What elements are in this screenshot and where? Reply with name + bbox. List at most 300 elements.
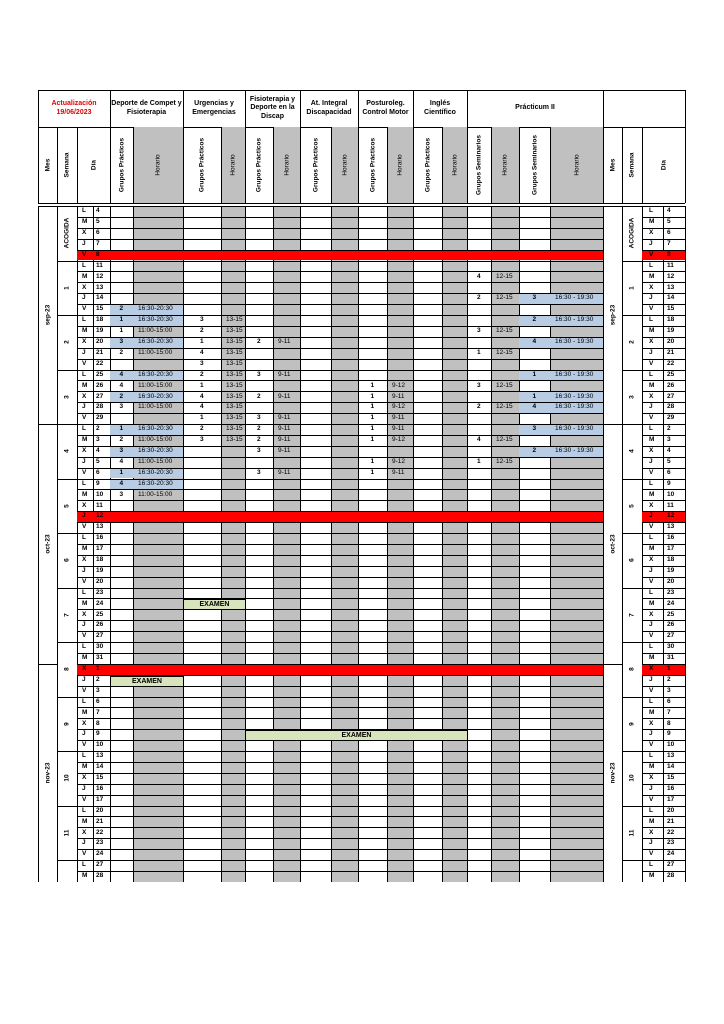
- day-number: 24: [667, 850, 675, 858]
- day-letter: L: [82, 588, 86, 596]
- day-number: 25: [96, 610, 104, 618]
- group-number: 2: [119, 305, 124, 313]
- group-number: 3: [119, 403, 124, 411]
- grid-hline: [77, 533, 603, 534]
- day-number: 26: [667, 621, 675, 629]
- day-letter: X: [82, 229, 87, 236]
- group-number: 4: [119, 370, 124, 378]
- session-time: 16:30-20:30: [138, 479, 173, 487]
- group-number: 3: [257, 447, 261, 454]
- day-letter: V: [82, 359, 87, 367]
- day-number: 29: [96, 414, 104, 422]
- col-divider: [133, 127, 134, 203]
- day-number: 4: [667, 447, 671, 454]
- day-letter: X: [649, 719, 654, 727]
- subject-header-fisio-discap: Fisioterapia y Deporte en la Discap: [249, 96, 296, 120]
- day-letter: M: [649, 872, 655, 880]
- week-label: 4: [628, 449, 636, 454]
- day-letter: X: [649, 556, 654, 563]
- day-letter: X: [649, 447, 654, 454]
- day-letter: L: [649, 425, 653, 433]
- day-number: 25: [667, 370, 675, 378]
- session-time: 9-11: [278, 370, 291, 378]
- subject-header-at-integral: At. Integral Discapacidad: [306, 100, 352, 116]
- day-number: 23: [96, 839, 104, 847]
- grid-hline: [77, 642, 603, 643]
- group-number: 1: [477, 457, 481, 465]
- day-letter: J: [82, 348, 86, 356]
- day-letter: L: [649, 643, 653, 651]
- day-number: 19: [667, 566, 675, 574]
- day-number: 3: [667, 686, 671, 694]
- day-number: 8: [667, 250, 671, 258]
- grid-hline: [77, 620, 603, 621]
- grid-hline: [77, 816, 603, 817]
- day-letter: V: [82, 850, 87, 858]
- day-number: 18: [96, 316, 104, 324]
- day-letter: L: [649, 752, 653, 760]
- week-border: [57, 642, 77, 643]
- day-letter: V: [82, 741, 87, 749]
- day-number: 24: [96, 850, 104, 858]
- day-letter: M: [82, 381, 88, 389]
- day-number: 23: [96, 588, 104, 596]
- day-letter: X: [82, 392, 87, 400]
- grid-vline: [603, 206, 604, 882]
- group-number: 1: [370, 436, 375, 444]
- session-time: 9-11: [392, 392, 405, 400]
- day-number: 6: [96, 697, 100, 705]
- session-time: 12-15: [496, 327, 513, 335]
- week-label: 11: [63, 829, 71, 837]
- day-number: 11: [667, 501, 674, 509]
- col-header-pc_h: Horario: [396, 154, 404, 176]
- col-divider: [622, 127, 623, 203]
- week-label: 6: [628, 558, 636, 563]
- day-number: 24: [667, 599, 675, 607]
- day-letter: J: [649, 566, 653, 574]
- day-letter: M: [82, 654, 88, 662]
- day-number: 5: [96, 218, 100, 226]
- week-label: 1: [63, 285, 71, 290]
- col-header-p2_h: Horario: [573, 154, 580, 176]
- day-letter: V: [649, 686, 654, 694]
- day-letter: M: [649, 763, 655, 771]
- session-time: 16:30 - 19:30: [555, 425, 594, 433]
- day-letter: L: [82, 207, 86, 215]
- day-number: 16: [96, 534, 104, 542]
- day-number: 20: [96, 806, 104, 814]
- group-number: 4: [477, 272, 481, 280]
- day-letter: L: [82, 261, 86, 269]
- day-number: 23: [667, 588, 675, 596]
- day-letter: J: [82, 239, 86, 247]
- day-number: 1: [667, 665, 671, 672]
- grid-hline: [77, 282, 603, 283]
- grid-hline: [77, 718, 603, 719]
- grid-hline: [77, 751, 603, 752]
- group-number: 3: [477, 381, 481, 389]
- group-number: 1: [200, 381, 204, 389]
- day-letter: V: [649, 523, 654, 531]
- month-border: [38, 206, 57, 207]
- month-border: [38, 664, 57, 665]
- day-number: 13: [96, 523, 104, 531]
- week-border: [622, 806, 642, 807]
- day-letter: V: [82, 523, 87, 531]
- day-number: 17: [96, 545, 104, 553]
- month-border: [603, 424, 622, 425]
- day-number: 24: [96, 599, 104, 607]
- group-number: 2: [532, 316, 537, 324]
- day-letter: X: [82, 665, 87, 672]
- col-header-p1_h: Horario: [501, 154, 509, 176]
- day-number: 10: [96, 490, 104, 498]
- group-number: 2: [200, 425, 204, 433]
- session-time: 13-15: [226, 392, 243, 400]
- day-number: 13: [96, 283, 104, 291]
- day-letter: X: [649, 392, 654, 400]
- day-letter: L: [649, 370, 653, 378]
- day-letter: L: [82, 370, 86, 378]
- day-letter: V: [649, 741, 654, 749]
- day-number: 4: [667, 207, 671, 215]
- exam-marker: EXAMEN: [183, 599, 246, 610]
- day-letter: X: [82, 338, 87, 345]
- update-date: 19/06/2023: [56, 108, 92, 116]
- day-number: 20: [667, 577, 675, 585]
- grid-hline: [77, 271, 603, 272]
- grid-hline: [77, 413, 603, 414]
- day-number: 31: [96, 654, 104, 662]
- week-border: [57, 588, 77, 589]
- session-time: 16:30-20:30: [138, 305, 173, 313]
- day-number: 12: [96, 512, 104, 520]
- day-letter: M: [82, 872, 88, 880]
- day-letter: L: [649, 697, 653, 705]
- day-letter: V: [82, 686, 87, 694]
- col-divider: [519, 127, 520, 203]
- session-time: 13-15: [226, 370, 243, 378]
- col-header-at_g: Grupos Prácticos: [312, 137, 319, 193]
- session-time: 16:30 - 19:30: [555, 370, 594, 378]
- session-time: 11:00-15:00: [138, 403, 173, 411]
- day-letter: J: [82, 566, 86, 574]
- session-time: 11:00-15:00: [138, 348, 173, 356]
- week-border: [57, 370, 77, 371]
- group-number: 4: [532, 338, 537, 345]
- session-time: 9-12: [392, 457, 406, 465]
- session-time: 16:30-20:30: [138, 316, 173, 324]
- day-letter: V: [82, 468, 87, 476]
- col-divider: [358, 127, 359, 203]
- day-number: 4: [96, 447, 100, 454]
- grid-hline: [77, 707, 603, 708]
- day-number: 5: [667, 457, 671, 465]
- day-number: 18: [667, 316, 675, 324]
- day-number: 11: [96, 501, 103, 509]
- subject-header-posturoleg: Posturoleg. Control Motor: [362, 100, 409, 116]
- day-letter: L: [649, 207, 653, 215]
- week-border: [622, 697, 642, 698]
- col-header-dc_h: Horario: [154, 154, 162, 176]
- week-border: [622, 642, 642, 643]
- session-time: 13-15: [226, 359, 243, 367]
- day-number: 18: [667, 556, 675, 563]
- day-number: 7: [96, 239, 100, 247]
- subject-header-ingles: Inglés Científico: [424, 100, 456, 116]
- col-divider: [221, 127, 222, 203]
- day-number: 9: [667, 730, 671, 738]
- group-number: 1: [370, 403, 375, 411]
- group-number: 4: [119, 457, 124, 465]
- group-number: 4: [200, 348, 204, 356]
- session-time: 11:00-15:00: [138, 457, 173, 465]
- group-number: 4: [200, 403, 204, 411]
- group-number: 1: [370, 425, 375, 433]
- day-letter: V: [649, 577, 654, 585]
- week-border: [622, 860, 642, 861]
- day-letter: V: [649, 632, 654, 640]
- month-border: [603, 206, 622, 207]
- col-header-p1_g: Grupos Seminarios: [475, 135, 483, 195]
- day-number: 6: [667, 697, 671, 705]
- day-number: 7: [667, 239, 671, 247]
- day-number: 26: [96, 381, 104, 389]
- day-number: 17: [96, 795, 104, 803]
- day-letter: J: [649, 621, 653, 629]
- day-number: 25: [96, 370, 104, 378]
- day-number: 21: [667, 348, 675, 356]
- group-number: 1: [119, 468, 124, 476]
- grid-hline: [77, 849, 603, 850]
- day-letter: M: [82, 490, 88, 498]
- day-number: 7: [96, 708, 100, 716]
- day-number: 4: [96, 207, 100, 215]
- session-time: 12-15: [496, 381, 513, 389]
- grid-hline: [77, 217, 603, 218]
- day-letter: V: [82, 577, 87, 585]
- day-number: 14: [667, 294, 675, 302]
- col-header-ur_g: Grupos Prácticos: [198, 137, 206, 193]
- month-border: [38, 424, 57, 425]
- day-letter: L: [649, 479, 653, 487]
- group-number: 3: [119, 338, 124, 345]
- col-divider: [77, 127, 78, 203]
- group-number: 4: [477, 436, 481, 444]
- day-letter: X: [82, 774, 87, 781]
- col-header-dc_g: Grupos Prácticos: [118, 137, 125, 193]
- col-header-mes: Mes: [44, 158, 51, 172]
- col-divider: [57, 127, 58, 203]
- col-divider: [273, 127, 274, 203]
- session-time: 16:30 - 19:30: [555, 294, 594, 302]
- day-letter: L: [649, 806, 653, 814]
- day-letter: M: [82, 327, 88, 335]
- update-title: Actualización: [51, 100, 97, 108]
- day-letter: L: [649, 316, 653, 324]
- day-letter: L: [82, 479, 86, 487]
- holiday-row-bar: [77, 251, 603, 261]
- group-number: 2: [119, 348, 124, 356]
- day-number: 27: [667, 861, 675, 869]
- day-number: 28: [96, 872, 104, 880]
- day-number: 21: [96, 348, 104, 356]
- grid-hline: [77, 261, 603, 262]
- grid-hline: [77, 500, 603, 501]
- session-time: 12-15: [496, 457, 513, 465]
- session-time: 13-15: [226, 403, 243, 411]
- day-letter: L: [82, 643, 86, 651]
- day-number: 8: [667, 719, 671, 727]
- session-time: 9-11: [278, 392, 291, 400]
- session-time: 9-11: [278, 468, 291, 476]
- col-header-at_h: Horario: [341, 154, 348, 176]
- session-time: 13-15: [226, 381, 243, 389]
- week-label: 9: [628, 721, 636, 726]
- group-number: 3: [257, 414, 261, 422]
- day-letter: M: [649, 381, 655, 389]
- day-number: 3: [667, 436, 671, 444]
- month-label: sep-23: [44, 304, 51, 326]
- day-number: 13: [667, 752, 675, 760]
- day-number: 2: [667, 425, 671, 433]
- day-letter: J: [82, 621, 86, 629]
- week-label: 4: [63, 449, 71, 454]
- day-number: 25: [667, 610, 675, 618]
- session-time: 16:30 - 19:30: [555, 447, 594, 454]
- grid-hline: [77, 206, 603, 207]
- session-time: 9-11: [392, 468, 405, 476]
- day-letter: M: [82, 599, 88, 607]
- month-label: nov-23: [609, 762, 616, 784]
- grid-vline: [685, 206, 686, 882]
- day-letter: J: [82, 730, 86, 738]
- day-number: 6: [667, 229, 671, 236]
- day-letter: J: [649, 239, 653, 247]
- grid-hline: [77, 871, 603, 872]
- group-number: 1: [370, 468, 375, 476]
- week-border: [622, 206, 642, 207]
- day-number: 27: [667, 632, 675, 640]
- col-divider: [300, 127, 301, 203]
- group-number: 2: [200, 370, 204, 378]
- session-time: 11:00-15:00: [138, 381, 173, 389]
- day-number: 2: [667, 675, 671, 683]
- group-number: 2: [257, 392, 261, 400]
- day-letter: V: [649, 850, 654, 858]
- col-divider: [245, 127, 246, 203]
- day-number: 18: [96, 556, 104, 563]
- group-number: 4: [119, 479, 124, 487]
- session-time: 16:30-20:30: [138, 370, 173, 378]
- session-time: 9-11: [278, 447, 291, 454]
- day-number: 31: [667, 654, 675, 662]
- day-number: 22: [667, 359, 675, 367]
- subject-divider: [685, 90, 686, 203]
- grid-hline: [77, 827, 603, 828]
- day-letter: M: [82, 817, 88, 825]
- grid-hline: [77, 653, 603, 654]
- day-number: 11: [96, 261, 103, 269]
- session-time: 12-15: [496, 403, 513, 411]
- col-header-dl: Día: [90, 159, 97, 171]
- day-letter: M: [82, 436, 88, 444]
- day-number: 15: [96, 774, 104, 781]
- col-divider: [387, 127, 388, 203]
- grid-hline: [77, 359, 603, 360]
- session-time: 13-15: [226, 316, 243, 324]
- group-number: 2: [257, 436, 261, 444]
- group-number: 3: [477, 327, 481, 335]
- session-time: 13-15: [226, 414, 243, 422]
- grid-hline: [77, 762, 603, 763]
- day-letter: L: [82, 534, 86, 542]
- day-letter: J: [82, 675, 86, 683]
- holiday-row-bar: [77, 665, 603, 675]
- subject-header-urgencias: Urgencias y Emergencias: [192, 100, 236, 116]
- day-letter: V: [649, 359, 654, 367]
- week-label: 7: [628, 612, 636, 617]
- col-divider: [413, 127, 414, 203]
- day-number: 28: [96, 403, 104, 411]
- day-number: 22: [667, 828, 675, 836]
- day-letter: J: [82, 784, 86, 792]
- week-label: 3: [628, 394, 636, 399]
- day-letter: J: [649, 403, 653, 411]
- col-divider: [38, 127, 39, 203]
- week-border: [57, 697, 77, 698]
- day-letter: L: [649, 588, 653, 596]
- day-number: 16: [96, 784, 104, 792]
- week-label: 2: [628, 340, 636, 345]
- day-letter: V: [82, 414, 87, 422]
- day-letter: V: [649, 250, 654, 258]
- day-letter: V: [82, 632, 87, 640]
- grid-hline: [77, 697, 603, 698]
- day-letter: J: [82, 839, 86, 847]
- session-time: 11:00-15:00: [138, 436, 173, 444]
- week-border: [622, 533, 642, 534]
- day-number: 20: [96, 577, 104, 585]
- session-time: 16:30-20:30: [138, 468, 173, 476]
- day-number: 17: [667, 545, 675, 553]
- col-header-sem: Semana: [63, 152, 71, 178]
- day-number: 14: [667, 763, 675, 771]
- week-label: ACOGIDA: [628, 217, 636, 249]
- subject-header-practicum: Prácticum II: [515, 104, 555, 112]
- week-label: 2: [63, 340, 71, 345]
- day-number: 12: [667, 512, 675, 520]
- day-letter: J: [649, 675, 653, 683]
- day-letter: M: [649, 436, 655, 444]
- day-letter: L: [649, 261, 653, 269]
- group-number: 1: [532, 370, 537, 378]
- day-number: 13: [667, 523, 675, 531]
- session-time: 13-15: [226, 338, 243, 345]
- day-letter: M: [649, 545, 655, 553]
- col-divider: [550, 127, 551, 203]
- update-label: [38, 90, 110, 127]
- group-number: 1: [200, 338, 204, 345]
- group-number: 2: [200, 327, 204, 335]
- day-letter: M: [82, 218, 88, 226]
- col-divider: [331, 127, 332, 203]
- day-letter: L: [82, 806, 86, 814]
- holiday-row-bar: [77, 512, 603, 522]
- day-number: 10: [667, 490, 675, 498]
- day-letter: L: [82, 861, 86, 869]
